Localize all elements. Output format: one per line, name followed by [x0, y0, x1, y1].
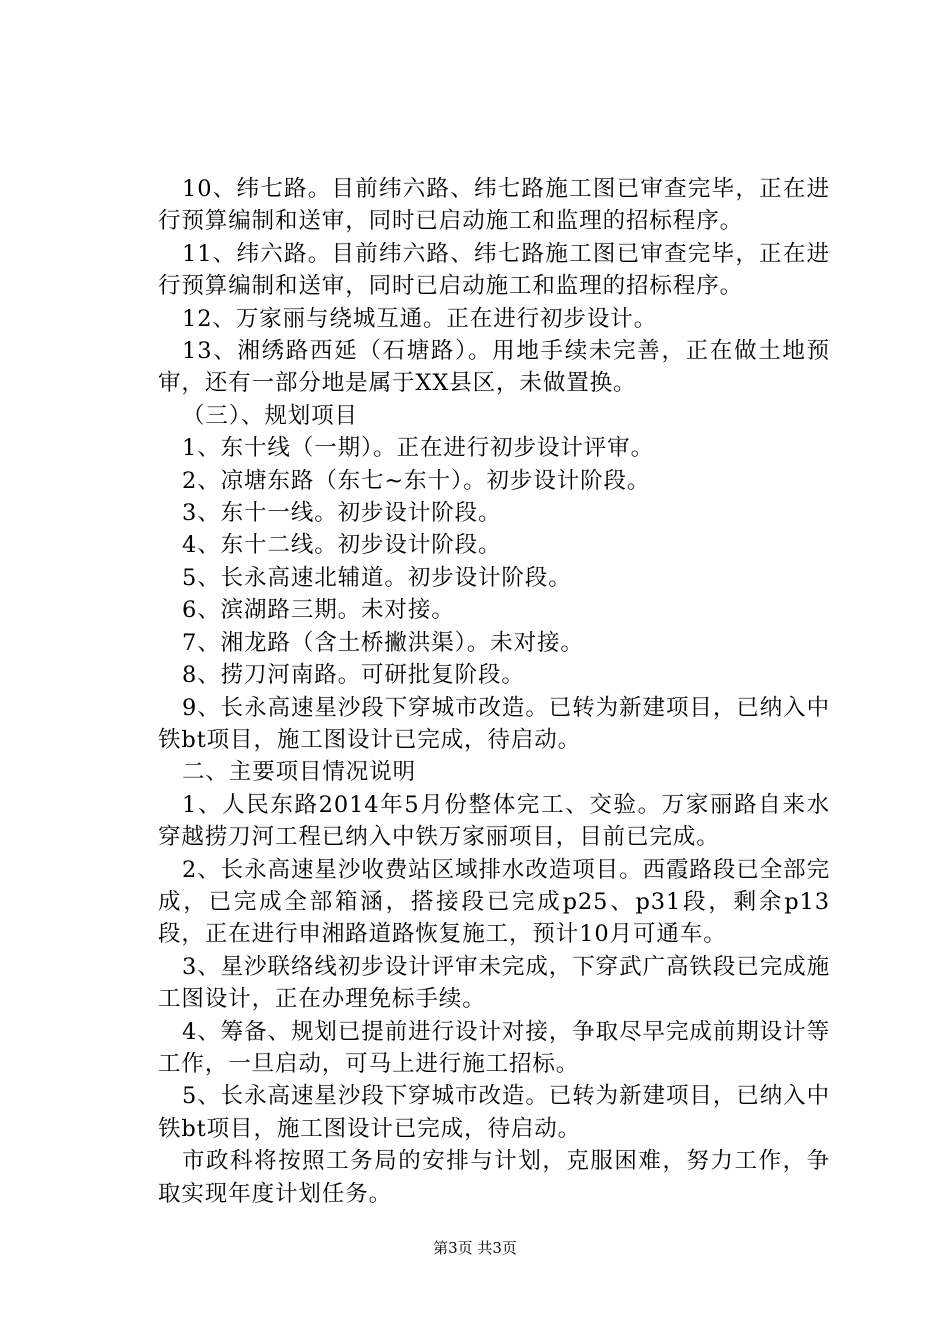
closing-paragraph: 市政科将按照工务局的安排与计划，克服困难，努力工作，争取实现年度计划任务。 [158, 1148, 830, 1207]
main-project-item-4: 4、筹备、规划已提前进行设计对接，争取尽早完成前期设计等工作，一旦启动，可马上进行施工招标。 [158, 1018, 830, 1077]
main-project-item-1: 1、人民东路2014年5月份整体完工、交验。万家丽路自来水穿越捞刀河工程已纳入中铁万家丽项目，目前已完成。 [158, 791, 830, 851]
planning-item-3: 3、东十一线。初步设计阶段。 [182, 500, 502, 527]
planning-item-4: 4、东十二线。初步设计阶段。 [182, 532, 502, 559]
section-heading-planning: （三）、规划项目 [182, 402, 358, 429]
planning-item-5: 5、长永高速北辅道。初步设计阶段。 [182, 564, 572, 591]
planning-item-6: 6、滨湖路三期。未对接。 [182, 597, 455, 624]
planning-item-7: 7、湘龙路（含土桥撇洪渠）。未对接。 [182, 629, 584, 656]
section-heading-main-projects: 二、主要项目情况说明 [182, 759, 417, 786]
paragraph-item-10: 10、纬七路。目前纬六路、纬七路施工图已审查完毕，正在进行预算编制和送审，同时已启动施工和监理的招标程序。 [158, 176, 830, 235]
page-footer: 第3页 共3页 [433, 1239, 517, 1257]
planning-item-2: 2、凉塘东路（东七~东十）。初步设计阶段。 [182, 467, 651, 494]
planning-item-9: 9、长永高速星沙段下穿城市改造。已转为新建项目，已纳入中铁bt项目，施工图设计已完成，待启动。 [158, 694, 830, 753]
body-text [158, 173, 830, 1210]
paragraph-item-12: 12、万家丽与绕城互通。正在进行初步设计。 [182, 305, 658, 332]
planning-item-1: 1、东十线（一期）。正在进行初步设计评审。 [182, 435, 654, 462]
paragraph-item-13: 13、湘绣路西延（石塘路）。用地手续未完善，正在做土地预审，还有一部分地是属于XX县区，未做置换。 [158, 338, 830, 397]
main-project-item-5: 5、长永高速星沙段下穿城市改造。已转为新建项目，已纳入中铁bt项目，施工图设计已完成，待启动。 [158, 1083, 830, 1142]
main-project-item-3: 3、星沙联络线初步设计评审未完成，下穿武广高铁段已完成施工图设计，正在办理免标手续。 [158, 953, 830, 1013]
main-project-item-2: 2、长永高速星沙收费站区域排水改造项目。西霞路段已全部完成，已完成全部箱涵，搭接段已完成p25、p31段，剩余p13段，正在进行申湘路道路恢复施工，预计10月可通车。 [158, 856, 830, 948]
paragraph-item-11: 11、纬六路。目前纬六路、纬七路施工图已审查完毕，正在进行预算编制和送审，同时已启动施工和监理的招标程序。 [158, 240, 830, 300]
planning-item-8: 8、捞刀河南路。可研批复阶段。 [182, 662, 525, 689]
